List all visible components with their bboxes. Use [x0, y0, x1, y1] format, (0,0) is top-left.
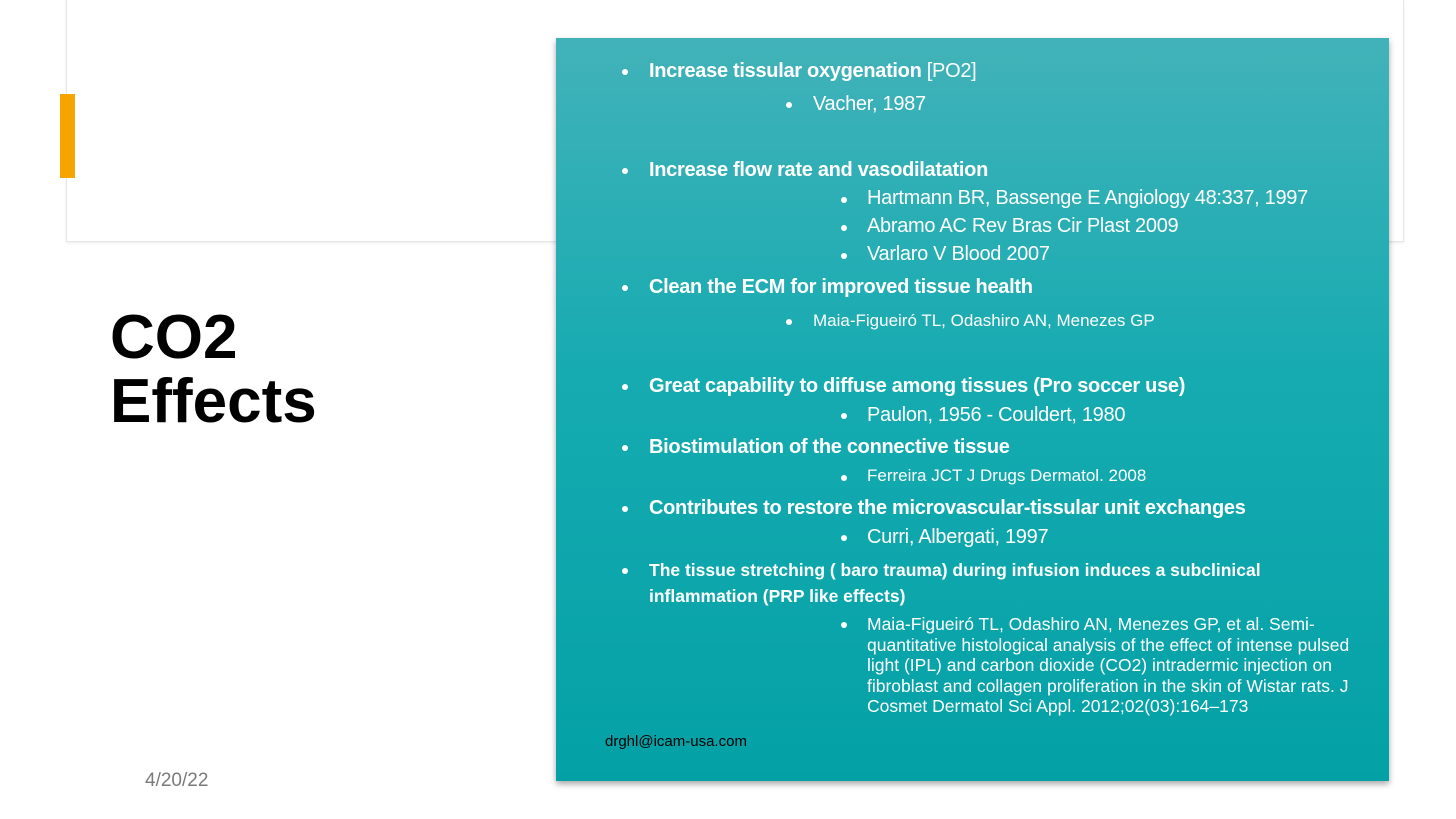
point-flow-rate: Increase flow rate and vasodilatation	[649, 159, 989, 181]
point-oxygenation	[649, 60, 976, 83]
bullet-icon	[841, 475, 847, 481]
slide-date: 4/20/22	[145, 770, 209, 791]
ref-vacher: Vacher, 1987	[813, 93, 926, 115]
bullet-icon	[622, 285, 628, 291]
bullet-icon	[841, 622, 847, 628]
bullet-icon	[841, 225, 847, 231]
ref-varlaro: Varlaro V Blood 2007	[867, 243, 1050, 265]
bullet-icon	[622, 506, 628, 512]
point-oxygenation-bold: Increase tissular oxygenation	[649, 60, 922, 82]
point-oxygenation-rest: [PO2]	[921, 60, 977, 82]
ref-abramo: Abramo AC Rev Bras Cir Plast 2009	[867, 215, 1179, 237]
bullet-icon	[841, 197, 847, 203]
bullet-icon	[622, 168, 628, 174]
slide-title	[110, 303, 317, 436]
point-tissue-stretching: The tissue stretching ( baro trauma) during infusion induces a subclinical inflammation (PRP like effects)	[649, 560, 1261, 606]
point-biostimulation: Biostimulation of the connective tissue	[649, 436, 1010, 458]
bullet-icon	[841, 535, 847, 541]
bullet-icon	[786, 102, 792, 108]
ref-maia-short: Maia-Figueiró TL, Odashiro AN, Menezes GP	[813, 311, 1155, 330]
slide-title-line-1: CO2	[110, 303, 238, 372]
bullet-icon	[622, 384, 628, 390]
point-clean-ecm: Clean the ECM for improved tissue health	[649, 276, 1033, 298]
bullet-icon	[841, 253, 847, 259]
point-diffuse: Great capability to diffuse among tissues (Pro soccer use)	[649, 375, 1186, 397]
ref-maia-full: Maia-Figueiró TL, Odashiro AN, Menezes GP, et al. Semi-quantitative histological analysis of the effect of intense pulsed light (IPL) and carbon dioxide (CO2) intradermic injection on fibroblast and collagen proliferation in the skin of Wistar rats. J Cosmet Dermatol Sci Appl. 2012;02(03):164–173	[867, 614, 1350, 716]
bullet-icon	[622, 568, 628, 574]
accent-bar	[60, 94, 75, 178]
ref-hartmann: Hartmann BR, Bassenge E Angiology 48:337, 1997	[867, 187, 1308, 209]
contact-email: drghl@icam-usa.com	[605, 733, 747, 750]
point-microvascular: Contributes to restore the microvascular-tissular unit exchanges	[649, 497, 1246, 519]
bullet-icon	[622, 69, 628, 75]
slide-title-line-2: Effects	[110, 367, 317, 436]
ref-paulon: Paulon, 1956 - Couldert, 1980	[867, 404, 1126, 426]
bullet-icon	[622, 445, 628, 451]
ref-curri: Curri, Albergati, 1997	[867, 526, 1049, 548]
bullet-icon	[786, 319, 792, 325]
bullet-icon	[841, 413, 847, 419]
ref-ferreira: Ferreira JCT J Drugs Dermatol. 2008	[867, 466, 1147, 485]
